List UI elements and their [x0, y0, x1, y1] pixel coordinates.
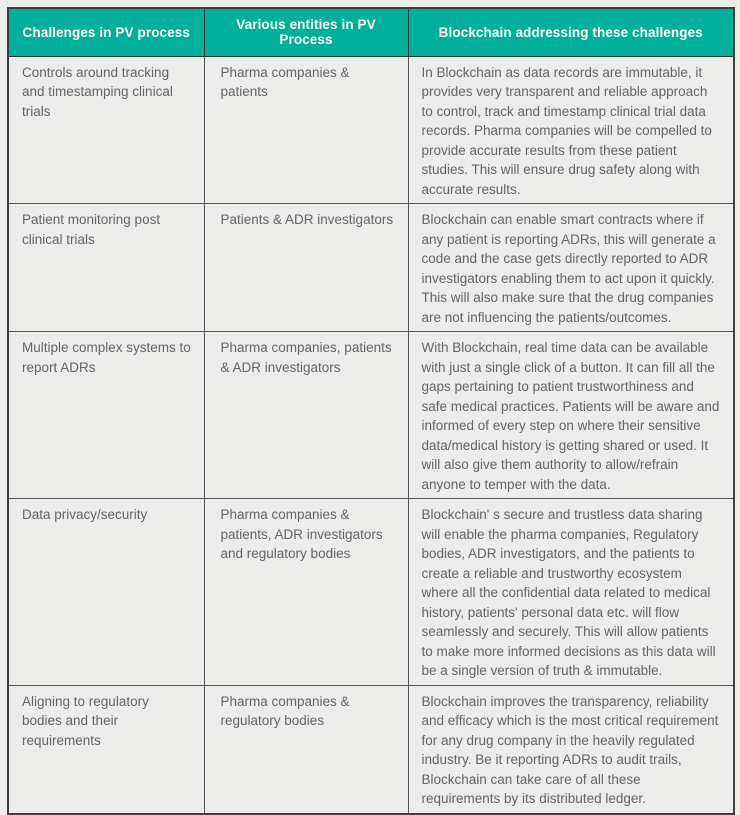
cell-entities: Patients & ADR investigators	[204, 204, 408, 332]
cell-challenge: Aligning to regulatory bodies and their requirements	[8, 685, 204, 814]
cell-blockchain: In Blockchain as data records are immutable, it provides very transparent and reliable approach to control, track and timestamp clinical trial data records. Pharma companies will be compelled to provide accurate results from these patient studies. This will ensure drug safety along with accurate results.	[408, 56, 734, 204]
cell-entities: Pharma companies & patients, ADR investigators and regulatory bodies	[204, 499, 408, 686]
cell-blockchain: With Blockchain, real time data can be available with just a single click of a button. It can fill all the gaps pertaining to patient trustworthiness and safe medical practices. Patients will be aware and informed of every step on where their sensitive data/medical history is getting shared or used. It will also give them authority to allow/refrain anyone to temper with the data.	[408, 332, 734, 499]
pv-blockchain-table-container	[7, 7, 733, 815]
cell-entities: Pharma companies & patients	[204, 56, 408, 204]
header-entities: Various entities in PV Process	[204, 8, 408, 56]
cell-entities: Pharma companies, patients & ADR investigators	[204, 332, 408, 499]
cell-challenge: Multiple complex systems to report ADRs	[8, 332, 204, 499]
table-row	[8, 204, 734, 332]
cell-challenge: Patient monitoring post clinical trials	[8, 204, 204, 332]
header-challenges: Challenges in PV process	[8, 8, 204, 56]
header-blockchain: Blockchain addressing these challenges	[408, 8, 734, 56]
cell-challenge: Controls around tracking and timestamping clinical trials	[8, 56, 204, 204]
table-header-row	[8, 8, 734, 56]
table-row	[8, 56, 734, 204]
pv-blockchain-table	[7, 7, 735, 815]
table-row	[8, 332, 734, 499]
cell-blockchain: Blockchain' s secure and trustless data sharing will enable the pharma companies, Regulatory bodies, ADR investigators, and the patients to create a reliable and trustworthy ecosystem where all the confidential data related to medical history, patients' personal data etc. will flow seamlessly and securely. This will allow patients to make more informed decisions as this data will be a single version of truth & immutable.	[408, 499, 734, 686]
cell-blockchain: Blockchain can enable smart contracts where if any patient is reporting ADRs, this will generate a code and the case gets directly reported to ADR investigators enabling them to act upon it quickly. This will also make sure that the drug companies are not influencing the patients/outcomes.	[408, 204, 734, 332]
table-row	[8, 499, 734, 686]
cell-entities: Pharma companies & regulatory bodies	[204, 685, 408, 814]
table-row	[8, 685, 734, 814]
cell-blockchain: Blockchain improves the transparency, reliability and efficacy which is the most critical requirement for any drug company in the heavily regulated industry. Be it reporting ADRs to audit trails, Blockchain can take care of all these requirements by its distributed ledger.	[408, 685, 734, 814]
cell-challenge: Data privacy/security	[8, 499, 204, 686]
